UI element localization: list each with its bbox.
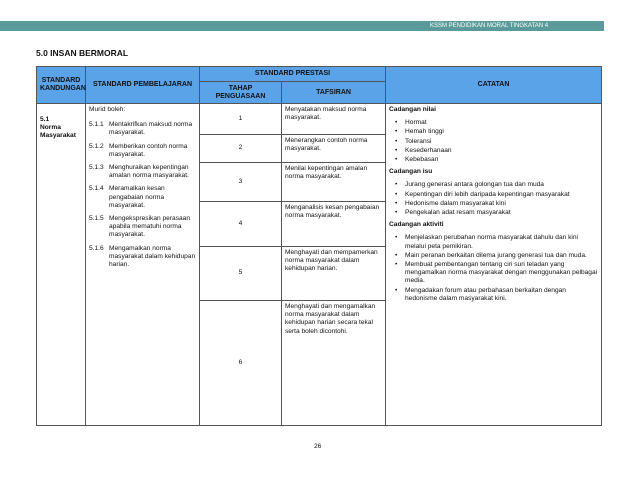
header-text: KSSM PENDIDIKAN MORAL TINGKATAN 4 [430, 23, 549, 29]
header-tahap-penguasaan: TAHAP PENGUASAAN [200, 82, 282, 104]
tafsiran-cell: Menyatakan maksud norma masyarakat. [282, 104, 386, 135]
aktiviti-item: • Membuat pembentangan tentang ciri suri teladan yang mengamalkan norma masyarakat dengan menggunakan pelbagai media. [395, 261, 598, 285]
tahap-cell: 5 [200, 247, 282, 301]
nilai-title: Cadangan nilai [389, 106, 436, 113]
pembelajaran-cell [86, 104, 200, 426]
catatan-cell [386, 104, 602, 426]
aktiviti-title: Cadangan aktiviti [389, 221, 444, 229]
aktiviti-item: • Mengadakan forum atau perbahasan berkaitan dengan hedonisme dalam masyarakat kini. [395, 286, 566, 302]
isu-item: • Jurang generasi antara golongan tua dan muda [395, 181, 544, 189]
kandungan-cell [37, 104, 86, 426]
tahap-cell: 3 [200, 163, 282, 202]
item-number: 5.1.3 [89, 164, 104, 172]
kandungan-title: Norma Masyarakat [40, 124, 76, 140]
kandungan-number: 5.1 [40, 116, 50, 123]
aktiviti-item: • Main peranan berkaitan dilema jurang generasi tua dan muda. [395, 251, 587, 259]
header-standard-pembelajaran: STANDARD PEMBELAJARAN [86, 67, 200, 104]
nilai-item: • Hemah tinggi [395, 128, 444, 136]
pembelajaran-item [89, 245, 196, 270]
header-catatan: CATATAN [386, 67, 602, 104]
nilai-item: • Toleransi [395, 137, 432, 145]
item-number: 5.1.5 [89, 215, 104, 223]
aktiviti-item: • Menjelaskan perubahan norma masyarakat dahulu dan kini melalui peta pemikiran. [395, 234, 579, 250]
pembelajaran-item [89, 143, 196, 159]
tahap-cell: 2 [200, 135, 282, 163]
pembelajaran-item [89, 164, 196, 180]
pembelajaran-item [89, 121, 196, 137]
header-standard-prestasi: STANDARD PRESTASI [200, 67, 386, 82]
tafsiran-cell: Menilai kepentingan amalan norma masyarakat. [282, 163, 386, 202]
header-standard-kandungan: STANDARD KANDUNGAN [37, 67, 86, 104]
tahap-cell: 4 [200, 202, 282, 247]
item-text: Menghuraikan kepentingan amalan norma masyarakat. [109, 164, 189, 180]
item-text: Meramalkan kesan pengabaian norma masyarakat. [109, 185, 165, 209]
nilai-item: • Kebebasan [395, 156, 439, 164]
item-text: Mengamalkan norma masyarakat dalam kehidupan harian. [109, 244, 196, 269]
standards-table [36, 66, 602, 426]
item-text: Memberikan contoh norma masyarakat. [109, 142, 188, 158]
item-number: 5.1.1 [89, 121, 104, 129]
item-text: Mengekspresikan perasaan apabila mematuhi norma masyarakat. [109, 215, 191, 239]
pembelajaran-item [89, 185, 196, 210]
isu-title: Cadangan isu [389, 168, 433, 176]
tahap-cell: 1 [200, 104, 282, 135]
item-number: 5.1.6 [89, 244, 104, 252]
item-number: 5.1.4 [89, 185, 104, 193]
page-number: 26 [314, 443, 322, 450]
tahap-cell: 6 [200, 301, 282, 426]
tafsiran-cell: Menghayati dan mengamalkan norma masyarakat dalam kehidupan harian secara tekal serta boleh dicontohi. [282, 301, 386, 426]
item-text: Mentakrifkan maksud norma masyarakat. [109, 121, 193, 137]
tafsiran-cell: Menerangkan contoh norma masyarakat. [282, 135, 386, 163]
isu-item: • Pengekalan adat resam masyarakat [395, 209, 511, 217]
isu-item: • Kepentingan diri lebih daripada kepentingan masyarakat [395, 190, 570, 198]
tafsiran-cell: Menganalisis kesan pengabaian norma masyarakat. [282, 202, 386, 247]
header-tafsiran: TAFSIRAN [282, 82, 386, 104]
pembelajaran-intro: Murid boleh: [89, 106, 126, 113]
pembelajaran-item [89, 215, 196, 240]
section-title: 5.0 INSAN BERMORAL [36, 48, 129, 58]
isu-item: • Hedonisme dalam masyarakat kini [395, 199, 506, 207]
nilai-item: • Hormat [395, 119, 427, 127]
tafsiran-cell: Menghayati dan mempamerkan norma masyarakat dalam kehidupan harian. [282, 247, 386, 301]
item-number: 5.1.2 [89, 142, 104, 150]
nilai-item: • Kesederhanaan [395, 146, 452, 154]
